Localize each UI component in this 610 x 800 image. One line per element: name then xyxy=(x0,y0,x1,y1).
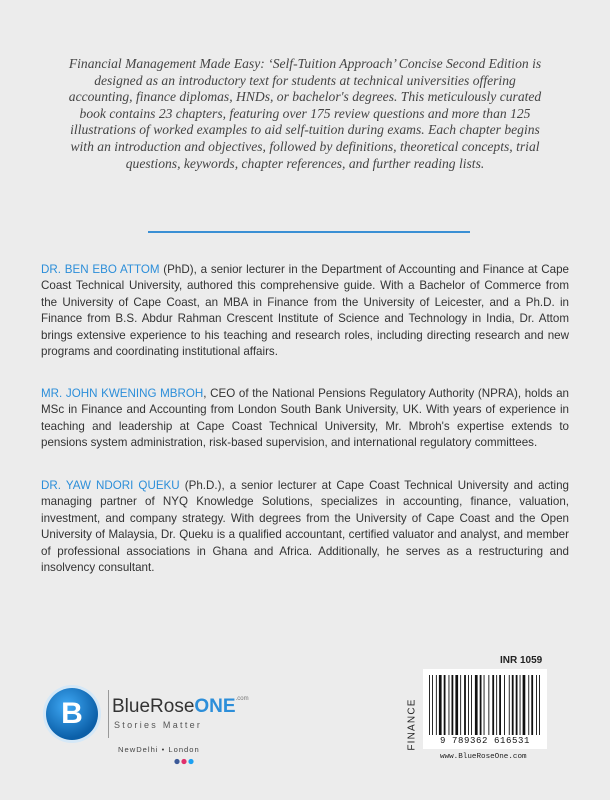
barcode-bar xyxy=(496,675,497,735)
barcode-bar xyxy=(444,675,446,735)
barcode-bar xyxy=(512,675,514,735)
barcode-bar xyxy=(536,675,537,735)
barcode-bar xyxy=(520,675,521,735)
barcode-bar xyxy=(523,675,526,735)
barcode-bar xyxy=(439,675,442,735)
publisher-cities: NewDelhi • London xyxy=(118,745,200,754)
barcode-bar xyxy=(531,675,533,735)
publisher-tagline: Stories Matter xyxy=(114,720,203,730)
barcode-bar xyxy=(488,675,489,735)
barcode-bar xyxy=(504,675,505,735)
divider-rule xyxy=(148,231,470,233)
author-bio-text: (Ph.D.), a senior lecturer at Cape Coast Technical University and acting managing partner of NYQ Knowledge Solutions, specializes in accounting, finance, valuation, investment, and company strategy. With degrees from the University of Cape Coast and the Open University of Malaysia, Dr. Queku is a qualified accountant, certified valuator and analyst, and member of professional associations in Ghana and Africa. Additionally, he serves as a restructuring and insolvency consultant. xyxy=(41,479,570,575)
barcode-bar xyxy=(528,675,529,735)
isbn-barcode xyxy=(423,669,547,749)
barcode-bar xyxy=(499,675,501,735)
barcode-bar xyxy=(475,675,478,735)
barcode-bar xyxy=(432,675,433,735)
brand-accent: ONE xyxy=(194,696,236,717)
author-bio-mbroh xyxy=(41,386,569,452)
price-label: INR 1059 xyxy=(500,655,543,666)
author-name: MR. JOHN KWENING MBROH xyxy=(41,387,204,400)
brand-main: BlueRose xyxy=(112,696,195,717)
logo-divider xyxy=(108,690,109,738)
author-bio-text: , CEO of the National Pensions Regulatory Authority (NPRA), holds an MSc in Finance and Accounting from London South Bank University, UK. With years of experience in teaching and leadership at Cape Coast Technical University, Mr. Mbroh's expertise extends to pensions system administration, risk-based supervision, and international regulatory committees. xyxy=(41,387,569,450)
barcode-bar xyxy=(464,675,466,735)
author-name: DR. YAW NDORI QUEKU xyxy=(41,479,180,492)
barcode-bar xyxy=(492,675,494,735)
category-label xyxy=(405,686,419,762)
barcode-bar xyxy=(471,675,472,735)
barcode-bar xyxy=(436,675,437,735)
barcode-bar xyxy=(455,675,458,735)
logo-letter: B xyxy=(61,697,83,730)
barcode-bar xyxy=(509,675,510,735)
author-bio-attom xyxy=(41,262,569,360)
barcode-bar xyxy=(480,675,482,735)
barcode-bar xyxy=(449,675,450,735)
barcode-bar xyxy=(452,675,454,735)
publisher-website: www.BlueRoseOne.com xyxy=(440,753,527,761)
publisher-logo xyxy=(46,688,276,778)
publisher-brand xyxy=(112,696,249,718)
author-name: DR. BEN EBO ATTOM xyxy=(41,263,160,276)
logo-emblem-icon xyxy=(46,688,98,740)
barcode-bar xyxy=(429,675,430,735)
social-icons-graphic xyxy=(174,758,196,765)
social-icons xyxy=(174,758,196,767)
category-text: FINANCE xyxy=(406,697,418,751)
author-bio-text: (PhD), a senior lecturer in the Department of Accounting and Finance at Cape Coast Technical University, authored this comprehensive guide. With a Bachelor of Commerce from the University of Cape Coast, an MBA in Finance from the University of Leicester, and a Ph.D. in Finance from B.S. Abdur Rahman Crescent Institute of Science and Technology in India, Dr. Attom brings extensive experience to his teaching and research roles, including directing research and new programs and coordinating institutional affairs. xyxy=(41,263,569,359)
barcode-bar xyxy=(460,675,461,735)
barcode-bar xyxy=(539,675,540,735)
barcode-bar xyxy=(484,675,485,735)
isbn-digits: 9 789362 616531 xyxy=(439,736,530,746)
brand-suffix: .com xyxy=(235,696,249,702)
barcode-graphic xyxy=(423,675,547,735)
barcode-bar xyxy=(516,675,518,735)
author-bio-queku xyxy=(41,478,569,576)
book-description: Financial Management Made Easy: ‘Self-Tuition Approach’ Concise Second Edition is designed as an introductory text for students at technical universities offering accounting, finance diplomas, HNDs, or bachelor's degrees. This meticulously curated book contains 23 chapters, featuring over 175 review questions and more than 125 illustrations of worked examples to aid self-tuition during exams. Each chapter begins with an introduction and objectives, followed by definitions, theoretical concepts, trial questions, keywords, chapter references, and further reading lists. xyxy=(68,56,542,171)
barcode-bar xyxy=(468,675,469,735)
